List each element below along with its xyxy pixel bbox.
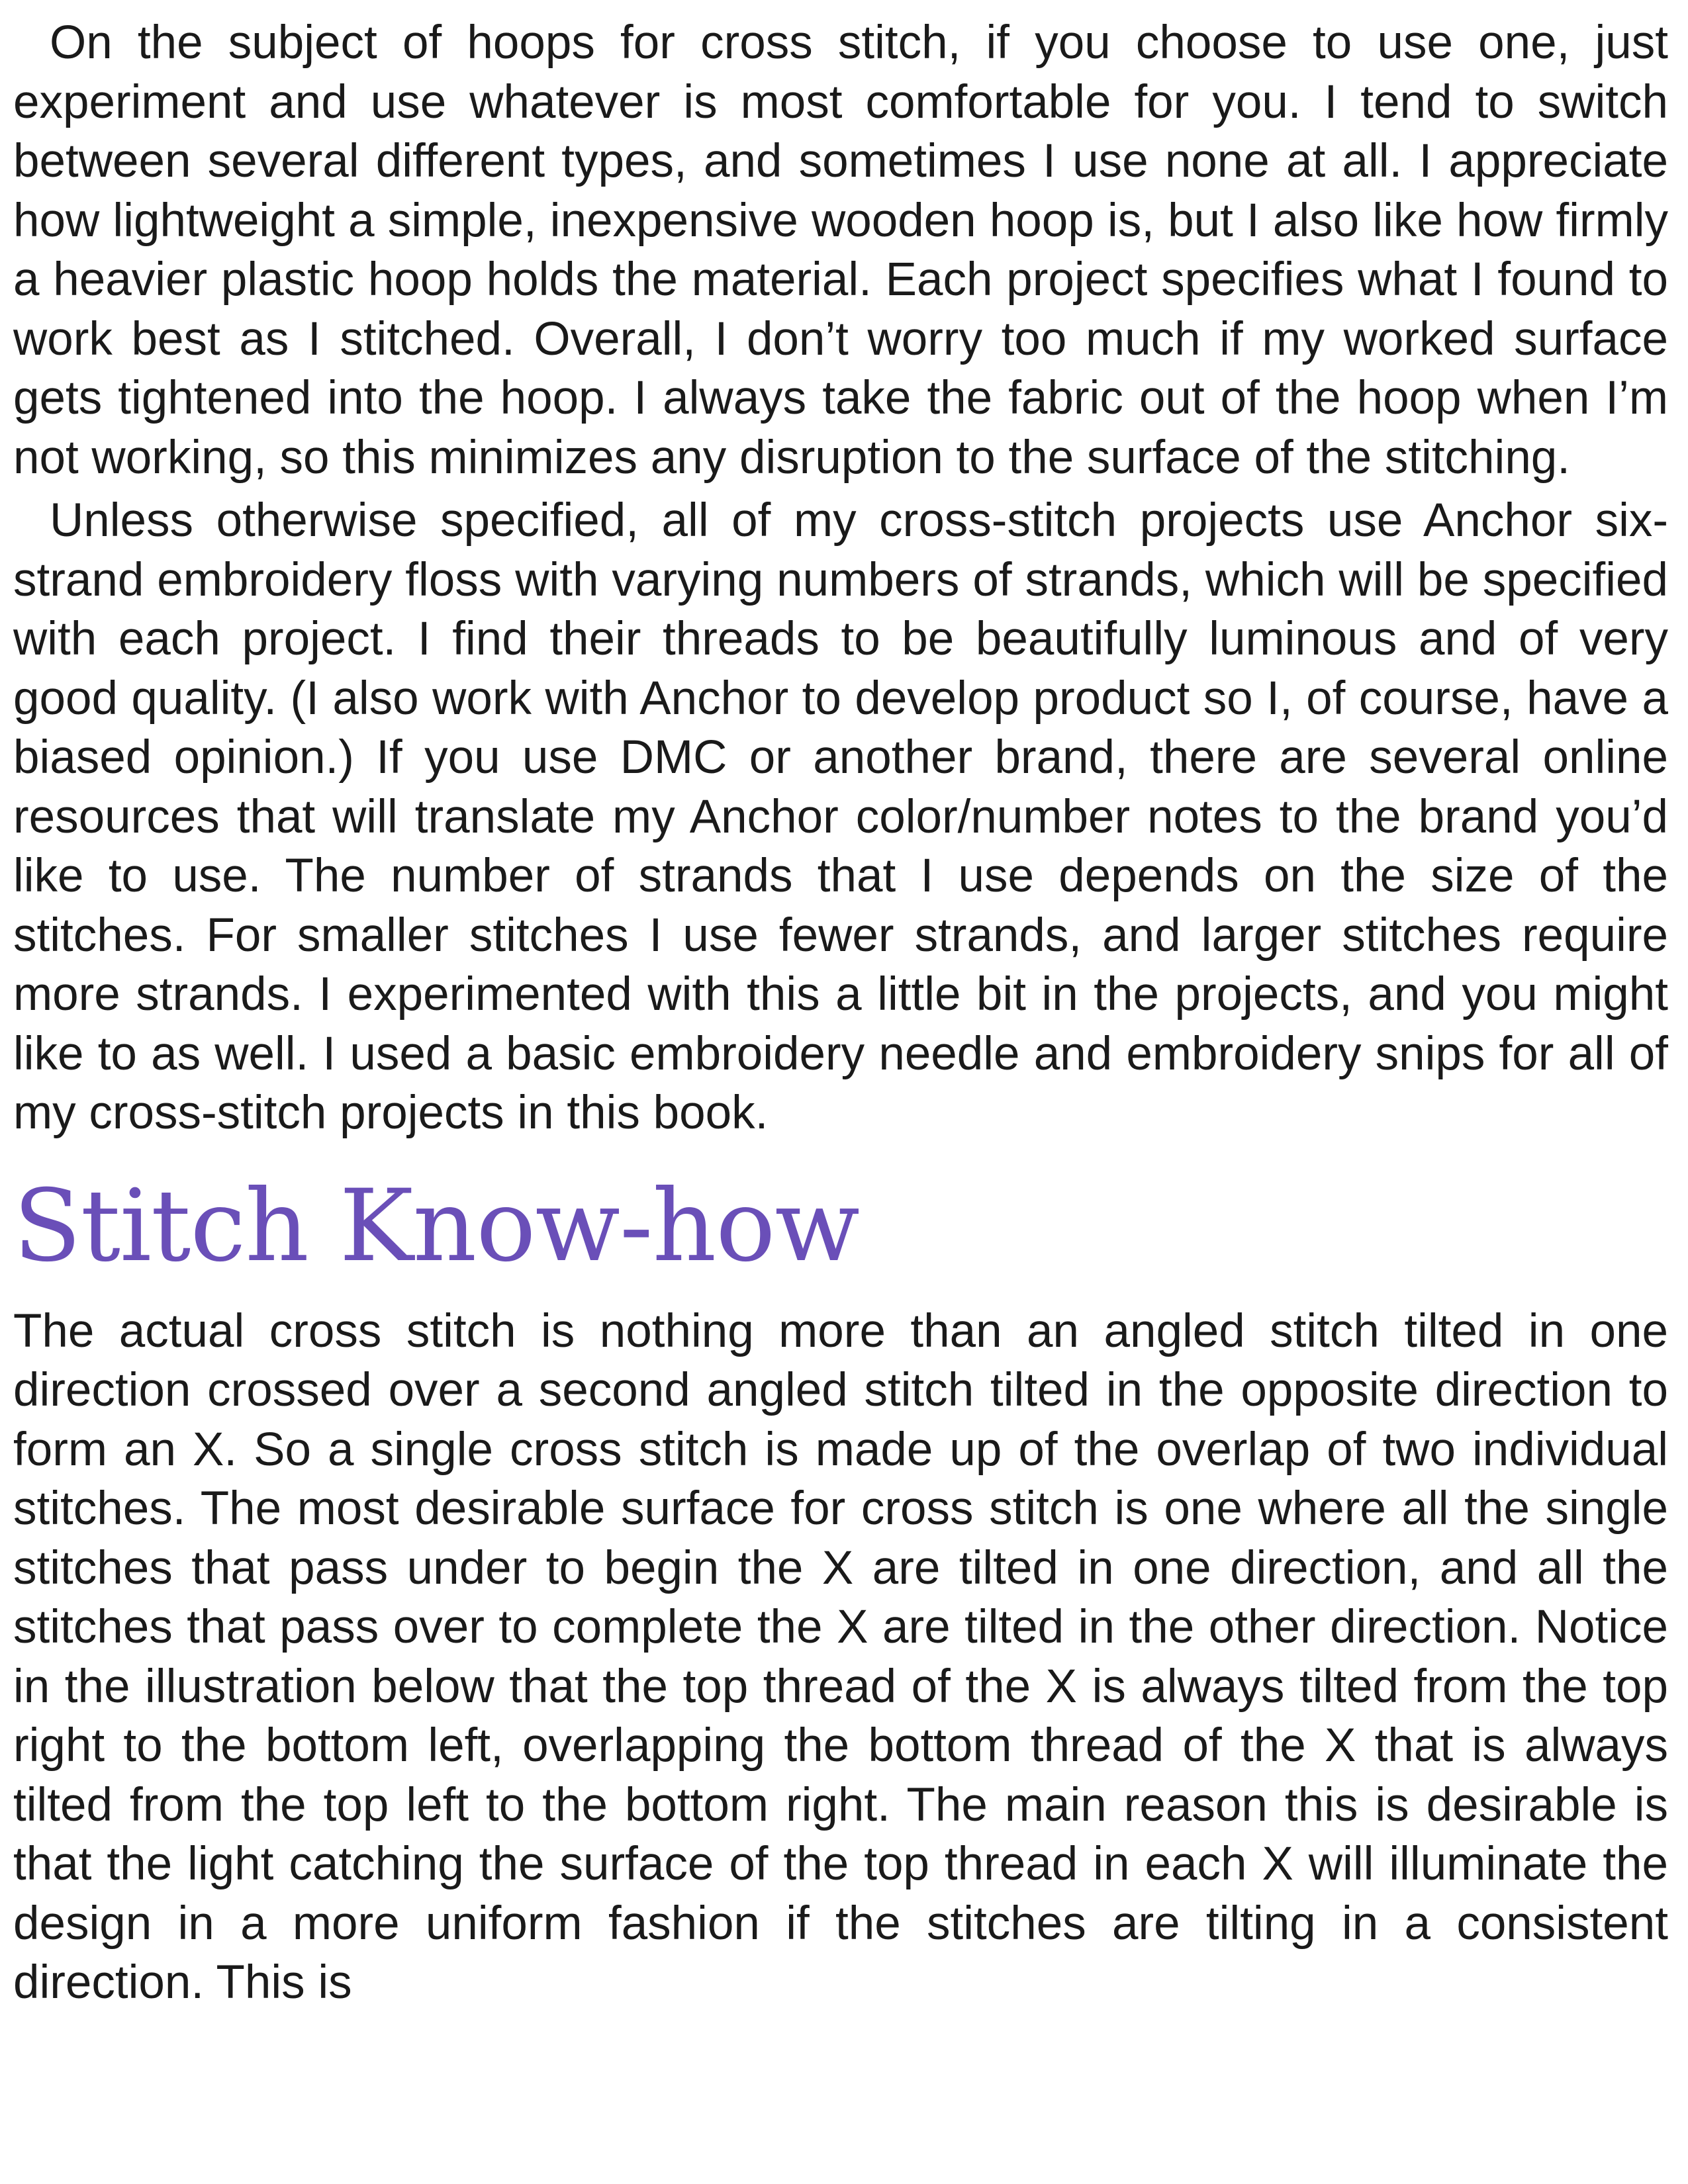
paragraph-floss: Unless otherwise specified, all of my cross-stitch projects use Anchor six-strand embroidery floss with varying numbers of strands, which will be specified with each project. I find their threads to be beautifully luminous and of very good quality. (I also work with Anchor to develop product so I, of course, have a biased opinion.) If you use DMC or another brand, there are several online resources that will translate my Anchor color/number notes to the brand you’d like to use. The number of strands that I use depends on the size of the stitches. For smaller stitches I use fewer strands, and larger stitches require more strands. I experimented with this a little bit in the projects, and you might like to as well. I used a basic embroidery needle and embroidery snips for all of my cross-stitch projects in this book. — [13, 494, 1668, 1139]
section-heading: Stitch Know-how — [13, 1168, 859, 1284]
document-page — [13, 13, 1668, 2013]
paragraph-stitch-intro: The actual cross stitch is nothing more than an angled stitch tilted in one direction crossed over a second angled stitch tilted in the opposite direction to form an X. So a single cross stitch is made up of the overlap of two individual stitches. The most desirable surface for cross stitch is one where all the single stitches that pass under to begin the X are tilted in one direction, and all the stitches that pass over to complete the X are tilted in the other direction. Notice in the illustration below that the top thread of the X is always tilted from the top right to the bottom left, overlapping the bottom thread of the X that is always tilted from the top left to the bottom right. The main reason this is desirable is that the light catching the surface of the top thread in each X will illuminate the design in a more uniform fashion if the stitches are tilting in a consistent direction. This is — [13, 1304, 1668, 2009]
paragraph-hoops: On the subject of hoops for cross stitch, if you choose to use one, just experiment and use whatever is most comfortable for you. I tend to switch between several different types, and sometimes I use none at all. I appreciate how lightweight a simple, inexpensive wooden hoop is, but I also like how firmly a heavier plastic hoop holds the material. Each project specifies what I found to work best as I stitched. Overall, I don’t worry too much if my worked surface gets tightened into the hoop. I always take the fabric out of the hoop when I’m not working, so this minimizes any disruption to the surface of the stitching. — [13, 17, 1668, 484]
